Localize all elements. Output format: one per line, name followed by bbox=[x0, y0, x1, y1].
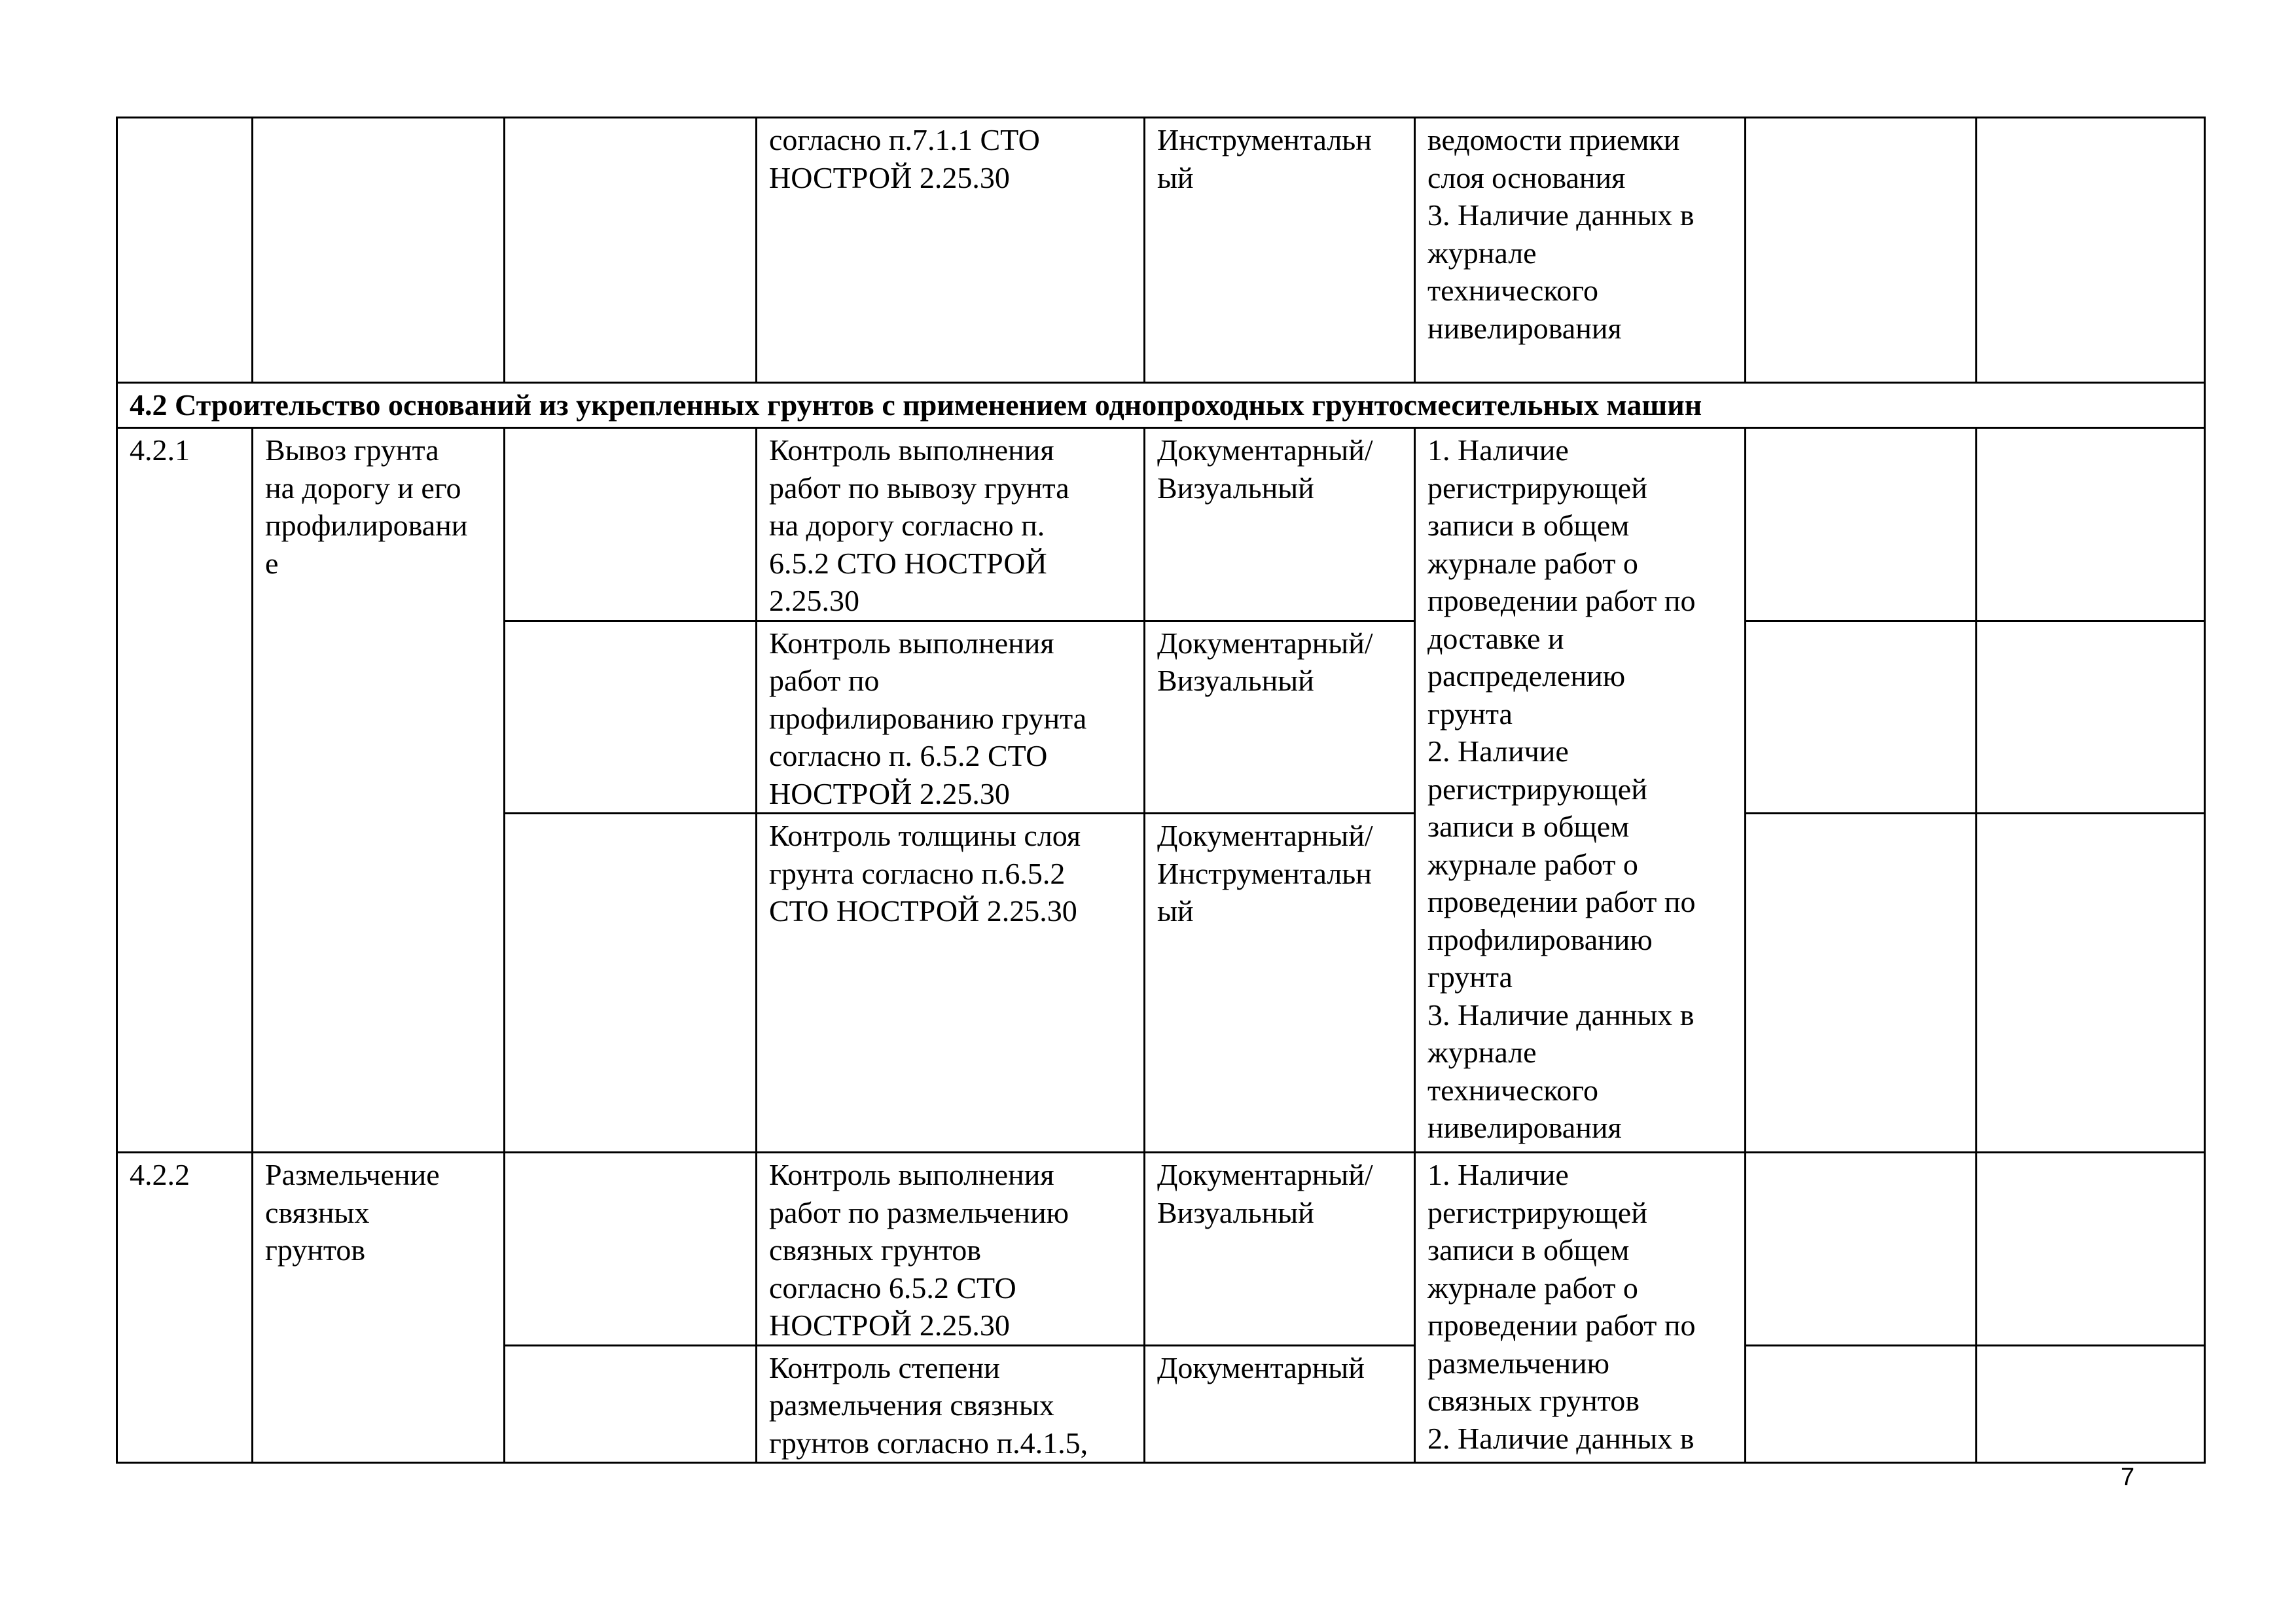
criterion-text-line: согласно п. 6.5.2 СТО bbox=[769, 739, 1048, 772]
criterion-text-line: НОСТРОЙ 2.25.30 bbox=[769, 1308, 1010, 1342]
criterion-text-line: грунта согласно п.6.5.2 bbox=[769, 856, 1066, 890]
empty-cell bbox=[1746, 1345, 1977, 1463]
stage-name-line: связных bbox=[265, 1195, 370, 1229]
empty-cell bbox=[1746, 621, 1977, 814]
evidence-text-line: доставке и bbox=[1427, 621, 1564, 655]
evidence-text-line: связных грунтов bbox=[1427, 1384, 1640, 1417]
method-text-line: Документарный/ bbox=[1157, 626, 1373, 660]
method-cell bbox=[1145, 1153, 1415, 1346]
evidence-cell bbox=[1415, 1153, 1746, 1463]
evidence-text-line: 3. Наличие данных в bbox=[1427, 998, 1695, 1032]
control-table bbox=[116, 117, 2206, 1464]
empty-cell bbox=[1977, 118, 2205, 383]
method-text-line: Инструментальн bbox=[1157, 123, 1372, 156]
evidence-text-line: ведомости приемки bbox=[1427, 123, 1680, 156]
criterion-cell bbox=[757, 428, 1145, 621]
empty-cell bbox=[505, 118, 757, 383]
method-cell bbox=[1145, 814, 1415, 1153]
criterion-text-line: Контроль выполнения bbox=[769, 626, 1054, 660]
evidence-text-line: 1. Наличие bbox=[1427, 1158, 1569, 1191]
evidence-text-line: размельчению bbox=[1427, 1346, 1610, 1380]
method-cell bbox=[1145, 428, 1415, 621]
evidence-text-line: слоя основания bbox=[1427, 160, 1626, 194]
criterion-text-line: Контроль выполнения bbox=[769, 433, 1054, 467]
criterion-text-line: на дорогу согласно п. bbox=[769, 509, 1045, 542]
criterion-text-line: НОСТРОЙ 2.25.30 bbox=[769, 160, 1010, 194]
evidence-text-line: проведении работ по bbox=[1427, 885, 1696, 918]
criterion-text-line: связных грунтов bbox=[769, 1233, 981, 1267]
method-text-line: Документарный bbox=[1157, 1350, 1365, 1384]
empty-cell bbox=[1746, 814, 1977, 1153]
evidence-text-line: записи в общем bbox=[1427, 509, 1630, 542]
criterion-cell bbox=[757, 1153, 1145, 1346]
method-text-line: Инструментальн bbox=[1157, 856, 1372, 890]
method-text-line: Документарный/ bbox=[1157, 433, 1373, 467]
number-cell: 4.2.2 bbox=[117, 1153, 253, 1463]
evidence-text-line: технического bbox=[1427, 274, 1598, 307]
evidence-text-line: грунта bbox=[1427, 960, 1513, 994]
criterion-text-line: согласно п.7.1.1 СТО bbox=[769, 123, 1040, 156]
number-cell: 4.2.1 bbox=[117, 428, 253, 1153]
table-row bbox=[117, 118, 2205, 383]
criterion-text-line: СТО НОСТРОЙ 2.25.30 bbox=[769, 894, 1077, 928]
stage-name-cell bbox=[253, 118, 505, 383]
evidence-text-line: технического bbox=[1427, 1073, 1598, 1107]
page-number: 7 bbox=[2121, 1464, 2135, 1491]
method-cell bbox=[1145, 621, 1415, 814]
stage-name-line: профилировани bbox=[265, 509, 468, 542]
evidence-text-line: регистрирующей bbox=[1427, 471, 1647, 505]
evidence-text-line: журнале bbox=[1427, 1036, 1537, 1069]
empty-cell bbox=[1977, 1153, 2205, 1346]
table-row bbox=[117, 428, 2205, 621]
method-text-line: Документарный/ bbox=[1157, 819, 1373, 852]
evidence-text-line: 2. Наличие данных в bbox=[1427, 1421, 1695, 1455]
method-cell bbox=[1145, 118, 1415, 383]
empty-cell bbox=[505, 621, 757, 814]
criterion-text-line: согласно 6.5.2 СТО bbox=[769, 1271, 1016, 1305]
stage-name-line: е bbox=[265, 546, 279, 580]
empty-cell bbox=[1977, 621, 2205, 814]
empty-cell bbox=[505, 1345, 757, 1463]
criterion-text-line: работ по bbox=[769, 664, 880, 697]
criterion-cell bbox=[757, 621, 1145, 814]
criterion-text-line: работ по вывозу грунта bbox=[769, 471, 1069, 505]
method-text-line: Визуальный bbox=[1157, 664, 1314, 697]
stage-name-line: Вывоз грунта bbox=[265, 433, 439, 467]
criterion-text-line: 2.25.30 bbox=[769, 584, 859, 617]
criterion-text-line: Контроль толщины слоя bbox=[769, 819, 1081, 852]
criterion-cell bbox=[757, 1345, 1145, 1463]
criterion-text-line: Контроль выполнения bbox=[769, 1158, 1054, 1191]
stage-name-cell bbox=[253, 1153, 505, 1463]
empty-cell bbox=[505, 428, 757, 621]
evidence-text-line: записи в общем bbox=[1427, 810, 1630, 843]
empty-cell bbox=[1977, 1345, 2205, 1463]
empty-cell bbox=[1746, 118, 1977, 383]
criterion-text-line: 6.5.2 СТО НОСТРОЙ bbox=[769, 546, 1047, 580]
evidence-text-line: регистрирующей bbox=[1427, 1195, 1647, 1229]
empty-cell bbox=[505, 814, 757, 1153]
criterion-text-line: Контроль степени bbox=[769, 1350, 1000, 1384]
evidence-text-line: регистрирующей bbox=[1427, 772, 1647, 806]
criterion-text-line: грунтов согласно п.4.1.5, bbox=[769, 1426, 1088, 1460]
evidence-text-line: журнале работ о bbox=[1427, 847, 1638, 881]
empty-cell bbox=[1746, 428, 1977, 621]
evidence-cell bbox=[1415, 428, 1746, 1153]
method-text-line: ый bbox=[1157, 160, 1194, 194]
stage-name-line: грунтов bbox=[265, 1233, 366, 1267]
section-title: 4.2 Строительство оснований из укрепленных грунтов с применением однопроходных грунтосмесительных машин bbox=[117, 383, 2205, 428]
method-cell bbox=[1145, 1345, 1415, 1463]
evidence-text-line: 2. Наличие bbox=[1427, 734, 1569, 768]
empty-cell bbox=[1746, 1153, 1977, 1346]
criterion-text-line: НОСТРОЙ 2.25.30 bbox=[769, 776, 1010, 810]
evidence-text-line: грунта bbox=[1427, 696, 1513, 731]
evidence-text-line: журнале работ о bbox=[1427, 546, 1638, 580]
evidence-text-line: 3. Наличие данных в bbox=[1427, 198, 1695, 232]
number-cell bbox=[117, 118, 253, 383]
evidence-text-line: журнале работ о bbox=[1427, 1271, 1638, 1305]
method-text-line: ый bbox=[1157, 894, 1194, 928]
evidence-text-line: нивелирования bbox=[1427, 1111, 1622, 1144]
criterion-text-line: размельчения связных bbox=[769, 1388, 1054, 1422]
method-text-line: Визуальный bbox=[1157, 471, 1314, 505]
evidence-text-line: проведении работ по bbox=[1427, 1308, 1696, 1342]
stage-name-cell bbox=[253, 428, 505, 1153]
evidence-text-line: журнале bbox=[1427, 236, 1537, 270]
method-text-line: Документарный/ bbox=[1157, 1158, 1373, 1191]
empty-cell bbox=[1977, 814, 2205, 1153]
evidence-text-line: записи в общем bbox=[1427, 1233, 1630, 1267]
empty-cell bbox=[1977, 428, 2205, 621]
method-text-line: Визуальный bbox=[1157, 1195, 1314, 1229]
stage-name-line: Размельчение bbox=[265, 1158, 440, 1191]
table-row bbox=[117, 1153, 2205, 1346]
evidence-text-line: распределению bbox=[1427, 659, 1626, 693]
evidence-text-line: профилированию bbox=[1427, 922, 1653, 956]
evidence-cell bbox=[1415, 118, 1746, 383]
stage-name-line: на дорогу и его bbox=[265, 471, 461, 505]
section-row bbox=[117, 383, 2205, 428]
criterion-text-line: работ по размельчению bbox=[769, 1195, 1069, 1229]
evidence-text-line: 1. Наличие bbox=[1427, 433, 1569, 467]
criterion-cell bbox=[757, 118, 1145, 383]
criterion-cell bbox=[757, 814, 1145, 1153]
empty-cell bbox=[505, 1153, 757, 1346]
evidence-text-line: нивелирования bbox=[1427, 311, 1622, 345]
evidence-text-line: проведении работ по bbox=[1427, 584, 1696, 617]
criterion-text-line: профилированию грунта bbox=[769, 701, 1087, 735]
